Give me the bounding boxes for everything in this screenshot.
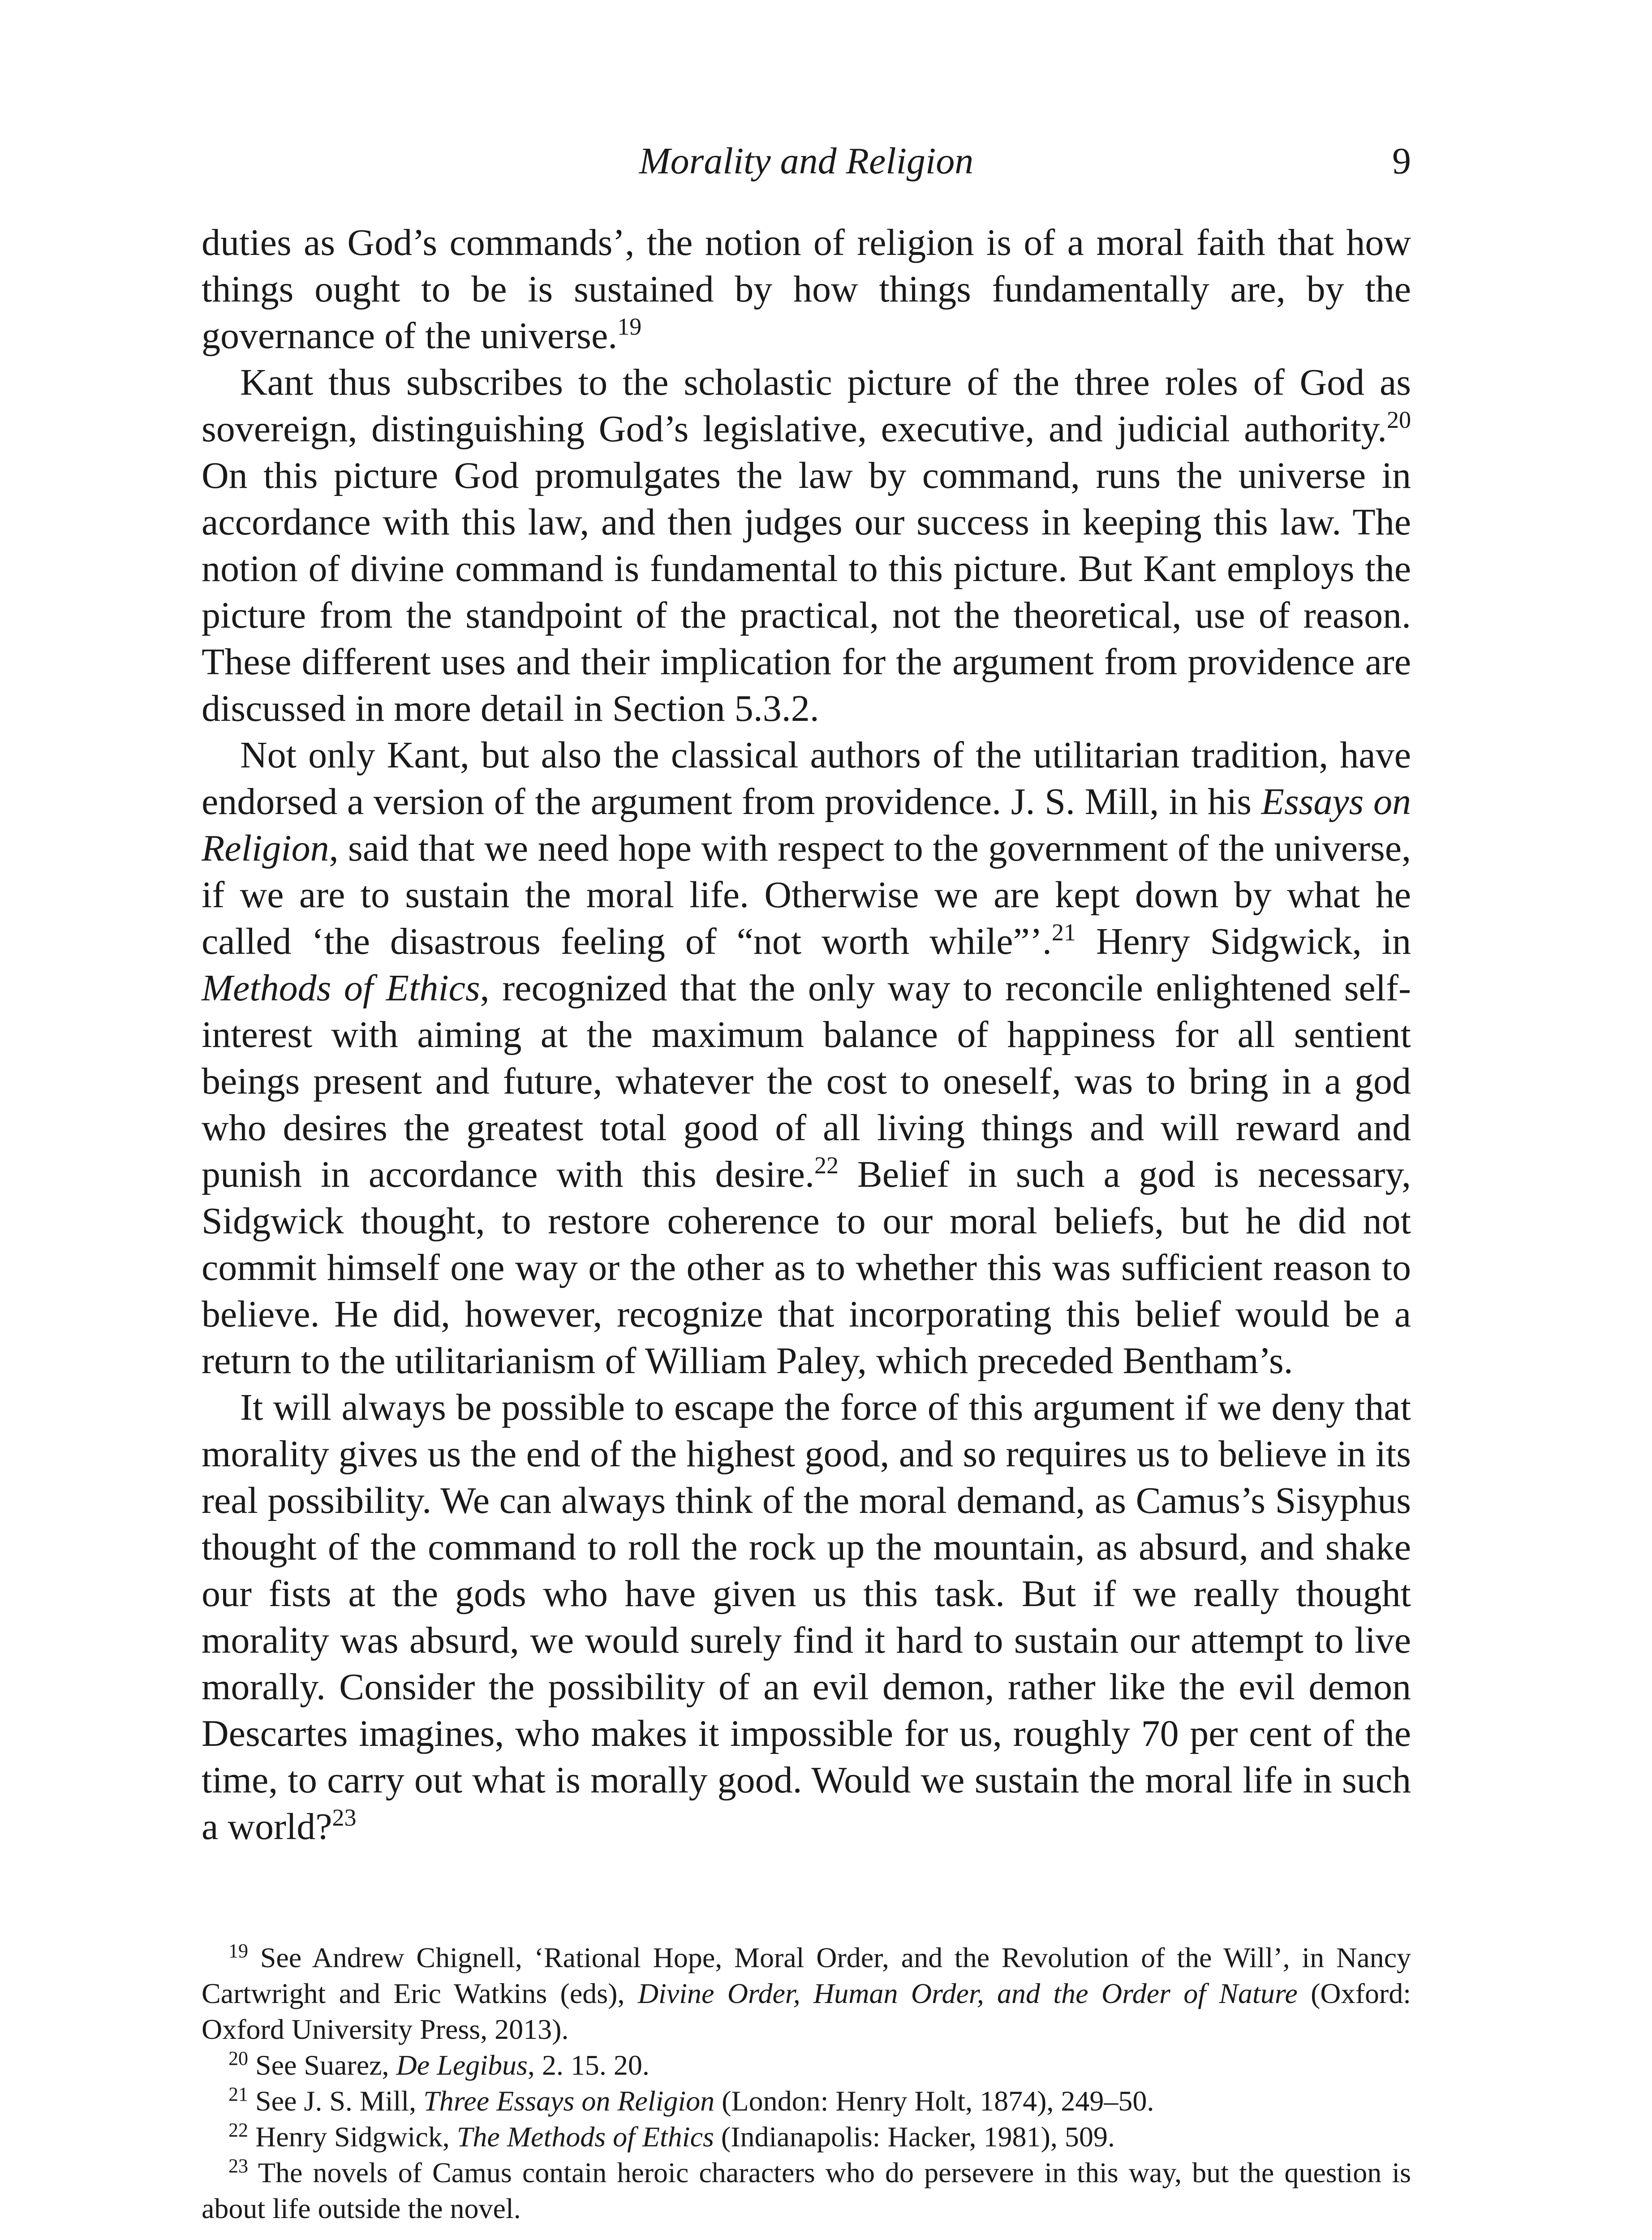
paragraph-3-text-b: , said that we need hope with respect to the government of the universe, if we are to sustain the moral life. Otherwise we are kept down by what he called ‘the disastrous feeling of “not worth while”’.: [202, 827, 1411, 962]
title-methods-of-ethics: Methods of Ethics: [202, 967, 480, 1009]
footnote-ref-20: 20: [1387, 406, 1411, 433]
paragraph-4-text: It will always be possible to escape the force of this argument if we deny that morality gives us the end of the highest good, and so requires us to believe in its real possibility. We can always think of the moral demand, as Camus’s Sisyphus thought of the command to roll the rock up the mountain, as absurd, and shake our fists at the gods who have given us this task. But if we really thought morality was absurd, we would surely find it hard to sustain our attempt to live morally. Consider the possibility of an evil demon, rather like the evil demon Descartes imagines, who makes it impossible for us, roughly 70 per cent of the time, to carry out what is morally good. Would we sustain the moral life in such a world?: [202, 1387, 1411, 1848]
footnote-text: See Andrew Chignell, ‘Rational Hope, Moral Order, and the Revolution of the Will’, in Nancy Cartwright and Eric Watkins (eds),: [202, 1942, 1411, 2009]
footnote-22: [202, 2119, 1411, 2155]
footnote-text: (London: Henry Holt, 1874), 249–50.: [714, 2085, 1154, 2117]
footnote-title: De Legibus: [396, 2049, 528, 2081]
footnote-23: [202, 2155, 1411, 2227]
footnote-title: The Methods of Ethics: [456, 2121, 714, 2153]
footnote-number: 22: [228, 2119, 248, 2141]
footnote-text: The novels of Camus contain heroic characters who do persevere in this way, but the question is about life outside the novel.: [202, 2157, 1411, 2224]
paragraph-3-text-a: Not only Kant, but also the classical authors of the utilitarian tradition, have endorsed a version of the argument from providence. J. S. Mill, in his: [202, 734, 1411, 823]
paragraph-4: [202, 1384, 1411, 1850]
footnote-text: Henry Sidgwick,: [248, 2121, 457, 2153]
paragraph-2: [202, 359, 1411, 732]
footnote-number: 21: [228, 2083, 248, 2105]
paragraph-3-text-c: Henry Sidgwick, in: [1076, 921, 1411, 962]
footnote-title: Divine Order, Human Order, and the Order of Nature: [637, 1977, 1298, 2009]
paragraph-2-text-b: On this picture God promulgates the law by command, runs the universe in accordance with this law, and then judges our success in keeping this law. The notion of divine command is fundamental to this picture. But Kant employs the picture from the standpoint of the practical, not the theoretical, use of reason. These different uses and their implication for the argument from providence are discussed in more detail in Section 5.3.2.: [202, 455, 1411, 729]
footnote-20: [202, 2047, 1411, 2083]
footnote-text: See Suarez,: [248, 2049, 396, 2081]
footnote-number: 20: [228, 2047, 248, 2069]
body-text: [202, 220, 1411, 1850]
footnote-21: [202, 2083, 1411, 2119]
footnote-ref-19: 19: [617, 313, 642, 340]
running-title: Morality and Religion: [639, 140, 974, 182]
paragraph-3-text-d: , recognized that the only way to reconcile enlightened self-interest with aiming at the maximum balance of happiness for all sentient beings present and future, whatever the cost to oneself, was to bring in a god who desires the greatest total good of all living things and will reward and punish in accordance with this desire.: [202, 967, 1411, 1195]
paragraph-1-text: duties as God’s commands’, the notion of religion is of a moral faith that how things ought to be is sustained by how things fundamentally are, by the governance of the universe.: [202, 222, 1411, 357]
footnote-ref-21: 21: [1051, 919, 1076, 946]
footnote-ref-23: 23: [332, 1804, 357, 1831]
footnote-text: (Oxford: Oxford University Press, 2013).: [202, 1977, 1411, 2045]
paragraph-2-text-a: Kant thus subscribes to the scholastic picture of the three roles of God as sovereign, distinguishing God’s legislative, executive, and judicial authority.: [202, 362, 1411, 450]
running-head: [202, 137, 1411, 186]
paragraph-1: [202, 220, 1411, 359]
paragraph-3: [202, 732, 1411, 1384]
paragraph-3-text-e: Belief in such a god is necessary, Sidgwick thought, to restore coherence to our moral beliefs, but he did not commit himself one way or the other as to whether this was sufficient reason to believe. He did, however, recognize that incorporating this belief would be a return to the utilitarianism of William Paley, which preceded Bentham’s.: [202, 1154, 1411, 1382]
footnote-title: Three Essays on Religion: [423, 2085, 715, 2117]
footnote-number: 19: [228, 1940, 248, 1962]
footnote-ref-22: 22: [814, 1152, 839, 1179]
footnote-text: See J. S. Mill,: [248, 2085, 424, 2117]
footnote-19: [202, 1940, 1411, 2047]
footnotes: [202, 1940, 1411, 2227]
footnote-number: 23: [228, 2155, 248, 2177]
footnote-text: (Indianapolis: Hacker, 1981), 509.: [714, 2121, 1115, 2153]
footnote-text: , 2. 15. 20.: [527, 2049, 650, 2081]
title-essays-on-religion: Essays on Religion: [202, 781, 1411, 869]
page-number: 9: [1392, 140, 1411, 182]
